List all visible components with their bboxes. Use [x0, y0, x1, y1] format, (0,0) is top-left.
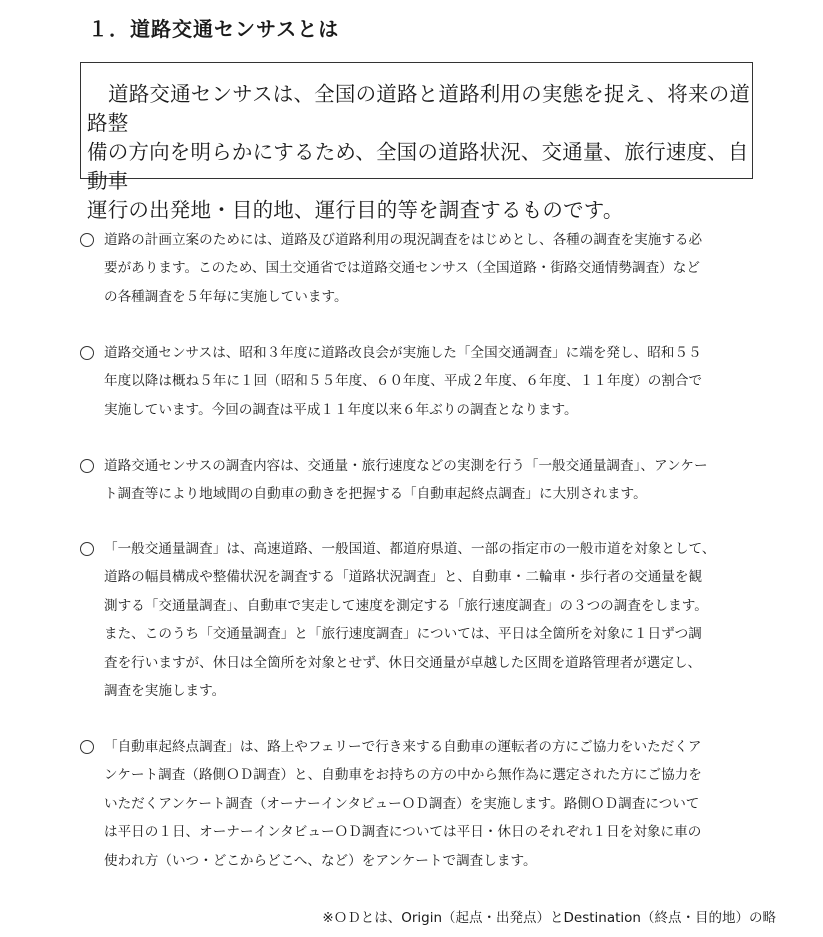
bullet-line: また、このうち「交通量調査」と「旅行速度調査」については、平日は全箇所を対象に１日ずつ調: [104, 626, 702, 643]
bullet-line: 道路交通センサスの調査内容は、交通量・旅行速度などの実測を行う「一般交通量調査」、アンケー: [104, 458, 708, 474]
bullet-item-5: [80, 733, 760, 875]
bullet-item-3: [80, 452, 760, 509]
bullet-line: 査を行いますが、休日は全箇所を対象とせず、休日交通量が卓越した区間を道路管理者が選定し、: [104, 654, 702, 671]
bullet-line: 道路の計画立案のためには、道路及び道路利用の現況調査をはじめとし、各種の調査を実施する必: [104, 232, 703, 248]
summary-text: [87, 80, 752, 225]
bullet-line: いただくアンケート調査（オーナーインタビューＯＤ調査）を実施します。路側ＯＤ調査について: [104, 795, 700, 812]
bullet-text: [104, 733, 760, 875]
bullet-line: 測する「交通量調査」、自動車で実走して速度を測定する「旅行速度調査」の３つの調査をします。: [104, 597, 708, 614]
bullet-line: 年度以降は概ね５年に１回（昭和５５年度、６０年度、平成２年度、６年度、１１年度）の割合で: [104, 373, 703, 390]
summary-line: 運行の出発地・目的地、運行目的等を調査するものです。: [87, 198, 624, 222]
bullet-line: 調査を実施します。: [104, 683, 226, 700]
bullet-line: 道路の幅員構成や整備状況を調査する「道路状況調査」と、自動車・二輪車・歩行者の交通量を観: [104, 569, 703, 586]
bullet-line: 「自動車起終点調査」は、路上やフェリーで行き来する自動車の運転者の方にご協力をいただくア: [104, 739, 702, 755]
bullet-line: ンケート調査（路側ＯＤ調査）と、自動車をお持ちの方の中から無作為に選定された方にご協力を: [104, 767, 702, 784]
summary-line: 備の方向を明らかにするため、全国の道路状況、交通量、旅行速度、自動車: [87, 140, 749, 193]
bullet-line: は平日の１日、オーナーインタビューＯＤ調査については平日・休日のそれぞれ１日を対象に車の: [104, 824, 702, 841]
summary-line: 道路交通センサスは、全国の道路と道路利用の実態を捉え、将来の道路整: [87, 82, 751, 135]
bullet-line: 道路交通センサスは、昭和３年度に道路改良会が実施した「全国交通調査」に端を発し、昭和５５: [104, 345, 702, 361]
circle-bullet-icon: [80, 542, 94, 556]
summary-box: [80, 62, 753, 222]
bullet-text: [104, 452, 760, 509]
bullet-line: ト調査等により地域間の自動車の動きを把握する「自動車起終点調査」に大別されます。: [104, 486, 647, 503]
bullet-item-4: [80, 535, 760, 705]
circle-bullet-icon: [80, 459, 94, 473]
bullet-item-2: [80, 339, 760, 424]
bullet-line: 要があります。このため、国土交通省では道路交通センサス（全国道路・街路交通情勢調査）など: [104, 260, 700, 277]
bullet-item-1: [80, 226, 760, 311]
circle-bullet-icon: [80, 740, 94, 754]
bullet-line: 実施しています。今回の調査は平成１１年度以来６年ぶりの調査となります。: [104, 401, 578, 418]
circle-bullet-icon: [80, 346, 94, 360]
bullet-line: の各種調査を５年毎に実施しています。: [104, 288, 348, 305]
bullet-text: [104, 535, 760, 705]
bullet-text: [104, 226, 760, 311]
bullet-line: 「一般交通量調査」は、高速道路、一般国道、都道府県道、一部の指定市の一般市道を対象として、: [104, 541, 716, 557]
bullet-text: [104, 339, 760, 424]
footnote: ※ＯＤとは、Origin（起点・出発点）とDestination（終点・目的地）の略: [322, 910, 776, 926]
circle-bullet-icon: [80, 233, 94, 247]
bullet-line: 使われ方（いつ・どこからどこへ、など）をアンケートで調査します。: [104, 852, 537, 869]
section-heading: １．道路交通センサスとは: [88, 17, 340, 41]
